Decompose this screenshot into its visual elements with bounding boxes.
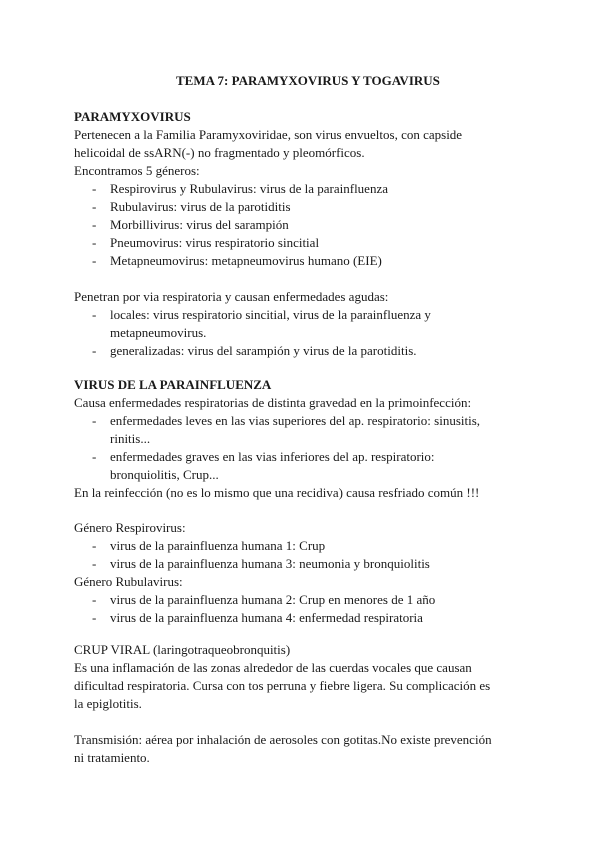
list-item: Morbillivirus: virus del sarampión	[110, 217, 289, 232]
list-bullet: -	[92, 235, 97, 250]
list-item: virus de la parainfluenza humana 1: Crup	[110, 538, 326, 553]
section-heading-paramyxovirus: PARAMYXOVIRUS	[74, 109, 191, 124]
paragraph-line: ni tratamiento.	[74, 750, 150, 765]
paragraph-line: En la reinfección (no es lo mismo que una recidiva) causa resfriado común !!!	[74, 485, 480, 500]
list-item-continuation: metapneumovirus.	[110, 325, 207, 340]
list-bullet: -	[92, 592, 97, 607]
paragraph-line: Encontramos 5 géneros:	[74, 163, 200, 178]
paragraph-line: Causa enfermedades respiratorias de distinta gravedad en la primoinfección:	[74, 395, 472, 410]
paragraph-line: Transmisión: aérea por inhalación de aerosoles con gotitas.No existe prevención	[74, 732, 492, 747]
paragraph-line: dificultad respiratoria. Cursa con tos perruna y fiebre ligera. Su complicación es	[74, 678, 491, 693]
list-item: Metapneumovirus: metapneumovirus humano (EIE)	[110, 253, 382, 268]
paragraph-line: Penetran por via respiratoria y causan enfermedades agudas:	[74, 289, 389, 304]
paragraph-line: Pertenecen a la Familia Paramyxoviridae, son virus envueltos, con capside	[74, 127, 463, 142]
list-bullet: -	[92, 307, 97, 322]
list-item: locales: virus respiratorio sincitial, virus de la parainfluenza y	[110, 307, 431, 322]
paragraph-line: la epiglotitis.	[74, 696, 142, 711]
list-item: Respirovirus y Rubulavirus: virus de la parainfluenza	[110, 181, 388, 196]
list-bullet: -	[92, 538, 97, 553]
list-bullet: -	[92, 413, 97, 428]
section-heading-parainfluenza: VIRUS DE LA PARAINFLUENZA	[74, 377, 272, 392]
list-bullet: -	[92, 181, 97, 196]
list-bullet: -	[92, 610, 97, 625]
list-item: generalizadas: virus del sarampión y virus de la parotiditis.	[110, 343, 417, 358]
list-item-continuation: rinitis...	[110, 431, 151, 446]
section-heading-crup: CRUP VIRAL (laringotraqueobronquitis)	[74, 642, 291, 657]
list-item: Pneumovirus: virus respiratorio sincitial	[110, 235, 320, 250]
list-item: virus de la parainfluenza humana 3: neumonia y bronquiolitis	[110, 556, 430, 571]
paragraph-line: Es una inflamación de las zonas alrededor de las cuerdas vocales que causan	[74, 660, 472, 675]
list-item: virus de la parainfluenza humana 2: Crup en menores de 1 año	[110, 592, 436, 607]
list-item: virus de la parainfluenza humana 4: enfermedad respiratoria	[110, 610, 423, 625]
subheading-rubulavirus: Género Rubulavirus:	[74, 574, 183, 589]
document-title: TEMA 7: PARAMYXOVIRUS Y TOGAVIRUS	[176, 73, 440, 88]
list-bullet: -	[92, 217, 97, 232]
list-bullet: -	[92, 449, 97, 464]
list-item-continuation: bronquiolitis, Crup...	[110, 467, 219, 482]
list-item: enfermedades leves en las vias superiores del ap. respiratorio: sinusitis,	[110, 413, 481, 428]
list-item: enfermedades graves en las vias inferiores del ap. respiratorio:	[110, 449, 435, 464]
list-bullet: -	[92, 343, 97, 358]
list-bullet: -	[92, 199, 97, 214]
list-bullet: -	[92, 556, 97, 571]
list-item: Rubulavirus: virus de la parotiditis	[110, 199, 291, 214]
paragraph-line: helicoidal de ssARN(-) no fragmentado y pleomórficos.	[74, 145, 365, 160]
list-bullet: -	[92, 253, 97, 268]
subheading-respirovirus: Género Respirovirus:	[74, 520, 186, 535]
